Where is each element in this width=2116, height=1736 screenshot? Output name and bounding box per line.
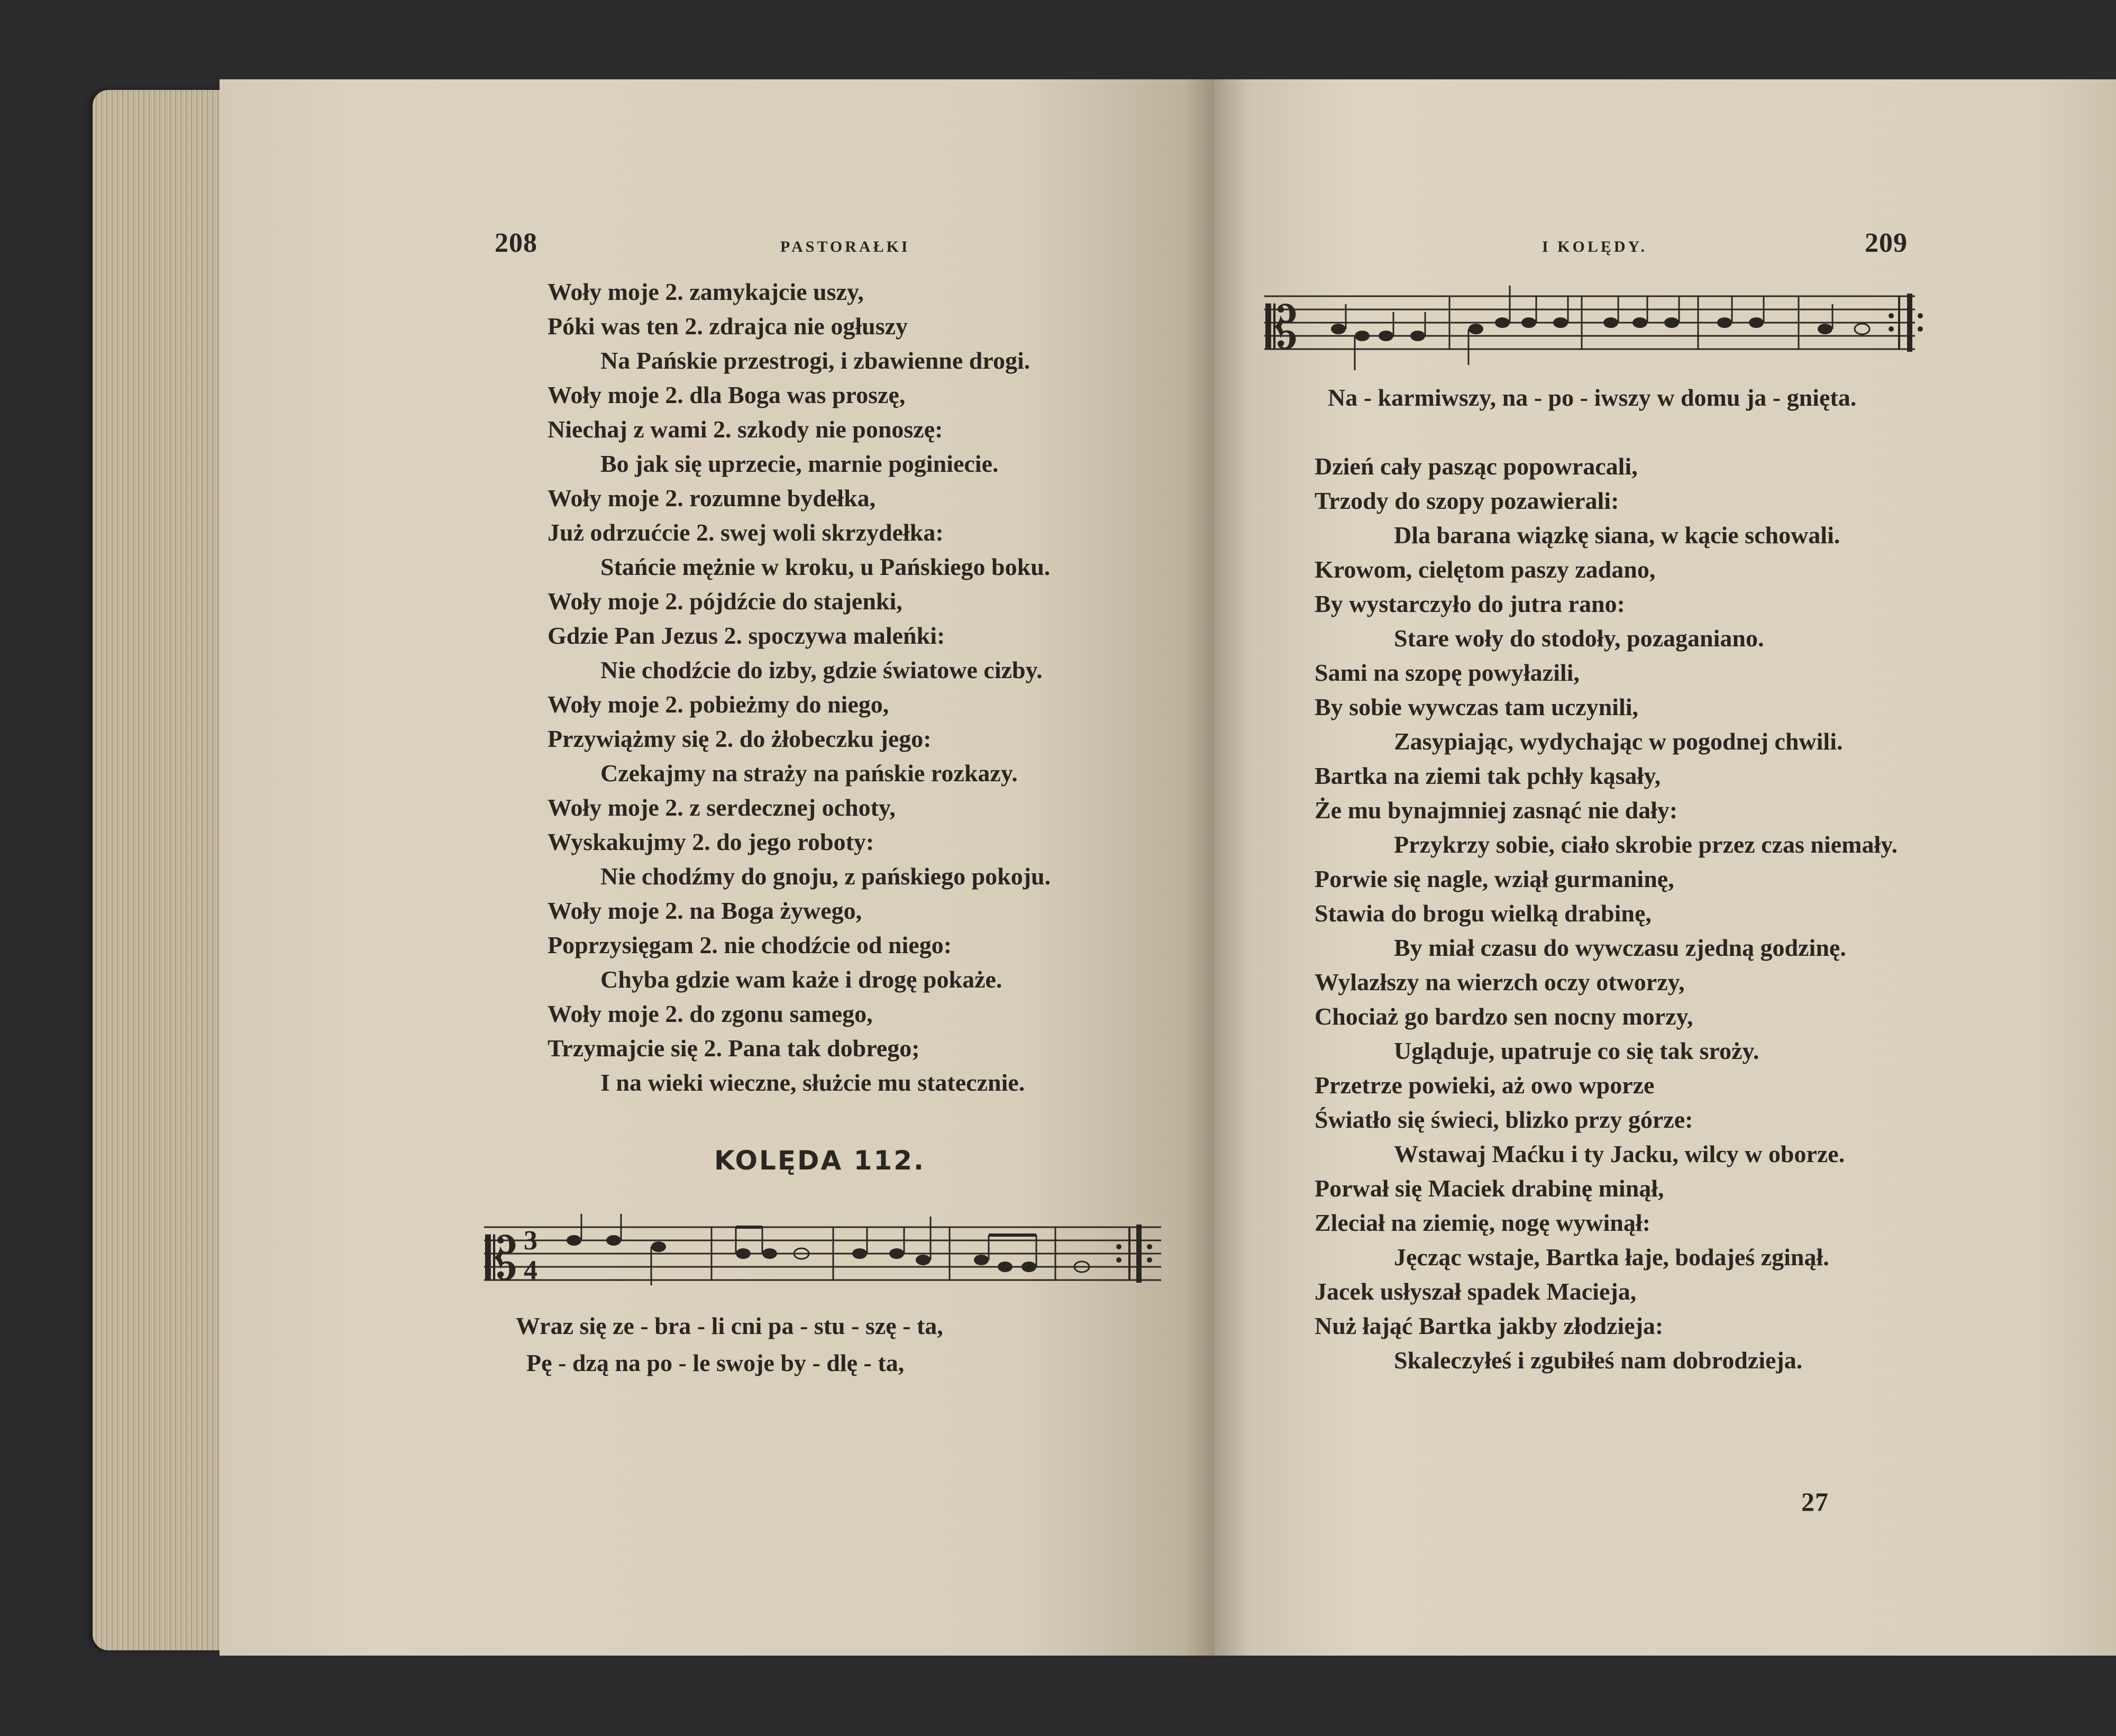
- lyrics-line-1: Wraz się ze - bra - li cni pa - stu - szę - ta,: [516, 1312, 943, 1339]
- verse-line: Krowom, cielętom paszy zadano,: [1315, 556, 1656, 583]
- verse-line: I na wieki wieczne, służcie mu statecznie.: [600, 1069, 1025, 1096]
- verse-line: Póki was ten 2. zdrajca nie ogłuszy: [548, 313, 908, 340]
- verse-line: Porwie się nagle, wziął gurmaninę,: [1315, 865, 1674, 892]
- verse-line: Woły moje 2. pójdźcie do stajenki,: [548, 588, 902, 615]
- open-book: [93, 79, 2023, 1666]
- verse-line: Przywiążmy się 2. do żłobeczku jego:: [548, 725, 932, 752]
- verse-line: Przetrze powieki, aż owo wporze: [1315, 1072, 1655, 1099]
- verse-line: Przykrzy sobie, ciało skrobie przez czas niemały.: [1394, 831, 1898, 858]
- verse-line: Woły moje 2. z serdecznej ochoty,: [548, 794, 896, 821]
- lyrics-line: Na - karmiwszy, na - po - iwszy w domu ja - gnięta.: [1328, 384, 1857, 411]
- right-page: [1214, 79, 2116, 1656]
- verse-line: Światło się świeci, blizko przy górze:: [1315, 1106, 1693, 1133]
- verse-line: Czekajmy na straży na pańskie rozkazy.: [600, 760, 1018, 787]
- page-number: 208: [495, 228, 537, 258]
- verse-line: Trzody do szopy pozawierali:: [1315, 487, 1619, 514]
- verse-line: Bartka na ziemi tak pchły kąsały,: [1315, 762, 1661, 789]
- verse-line: Skaleczyłeś i zgubiłeś nam dobrodzieja.: [1394, 1347, 1803, 1374]
- verse-line: Woły moje 2. pobieżmy do niego,: [548, 691, 889, 718]
- verse-line: Nie chodźmy do gnoju, z pańskiego pokoju.: [600, 863, 1051, 890]
- verse-line: Nie chodźcie do izby, gdzie światowe cizby.: [600, 656, 1043, 683]
- verse-line: Zleciał na ziemię, nogę wywinął:: [1315, 1209, 1650, 1236]
- verse-line: Wstawaj Maćku i ty Jacku, wilcy w oborze.: [1394, 1140, 1845, 1167]
- verse-line: By wystarczyło do jutra rano:: [1315, 590, 1625, 617]
- verse-line: Stare woły do stodoły, pozaganiano.: [1394, 625, 1764, 652]
- lyrics-line-2: Pę - dzą na po - le swoje by - dlę - ta,: [526, 1349, 905, 1376]
- verse-line: Na Pańskie przestrogi, i zbawienne drogi.: [600, 347, 1030, 374]
- verse-line: Woły moje 2. rozumne bydełka,: [548, 485, 876, 511]
- page-number: 209: [1865, 228, 1908, 258]
- svg-text:𝄡: 𝄡: [1265, 294, 1298, 362]
- verse-line: Woły moje 2. zamykajcie uszy,: [548, 278, 864, 305]
- verse-line: Dzień cały pasząc popowracali,: [1315, 453, 1638, 480]
- running-head: I KOLĘDY.: [1542, 238, 1647, 255]
- verse-line: Stańcie mężnie w kroku, u Pańskiego boku.: [600, 553, 1051, 580]
- time-signature-bottom: 4: [524, 1255, 537, 1285]
- verse-line: Trzymajcie się 2. Pana tak dobrego;: [548, 1035, 920, 1062]
- verse-line: Gdzie Pan Jezus 2. spoczywa maleńki:: [548, 622, 945, 649]
- verse-line: Już odrzućcie 2. swej woli skrzydełka:: [548, 519, 944, 546]
- verse-line: Dla barana wiązkę siana, w kącie schowali.: [1394, 522, 1840, 549]
- verse-line: Stawia do brogu wielką drabinę,: [1315, 900, 1652, 927]
- verse-line: Wyskakujmy 2. do jego roboty:: [548, 828, 874, 855]
- verse-line: By miał czasu do wywczasu zjedną godzinę.: [1394, 934, 1846, 961]
- verse-line: Niechaj z wami 2. szkody nie ponoszę:: [548, 416, 943, 443]
- verse-line: Chociaż go bardzo sen nocny morzy,: [1315, 1003, 1693, 1030]
- verse-line: Woły moje 2. na Boga żywego,: [548, 897, 862, 924]
- verse-line: Wylazłszy na wierzch oczy otworzy,: [1315, 968, 1685, 995]
- verse-line: Jęcząc wstaje, Bartka łaje, bodajeś zginął.: [1394, 1244, 1829, 1271]
- svg-text:𝄡: 𝄡: [485, 1225, 518, 1293]
- music-staff: [1264, 280, 1941, 376]
- verse-line: By sobie wywczas tam uczynili,: [1315, 693, 1639, 720]
- verse-line: Poprzysięgam 2. nie chodźcie od niego:: [548, 931, 952, 958]
- verse-line: Woły moje 2. dla Boga was proszę,: [548, 381, 906, 408]
- verse-line: Sami na szopę powyłazili,: [1315, 659, 1580, 686]
- time-signature-top: 3: [524, 1226, 537, 1256]
- kolęda-title: KOLĘDA 112.: [714, 1145, 925, 1176]
- music-staff: [484, 1211, 1193, 1306]
- verse-line: Że mu bynajmniej zasnąć nie dały:: [1315, 797, 1678, 824]
- verse-line: Chyba gdzie wam każe i drogę pokaże.: [600, 966, 1002, 993]
- verse-line: Woły moje 2. do zgonu samego,: [548, 1000, 873, 1027]
- verse-line: Zasypiając, wydychając w pogodnej chwili.: [1394, 728, 1843, 755]
- verse-line: Jacek usłyszał spadek Macieja,: [1315, 1278, 1637, 1305]
- running-head: PASTORAŁKI: [780, 238, 910, 255]
- signature-mark: 27: [1801, 1487, 1829, 1516]
- verse-line: Bo jak się uprzecie, marnie poginiecie.: [600, 450, 999, 477]
- verse-line: Nuż łająć Bartka jakby złodzieja:: [1315, 1312, 1664, 1339]
- verse-line: Porwał się Maciek drabinę minął,: [1315, 1175, 1664, 1202]
- left-page: [220, 79, 1214, 1656]
- verse-line: Ugląduje, upatruje co się tak sroży.: [1394, 1037, 1759, 1064]
